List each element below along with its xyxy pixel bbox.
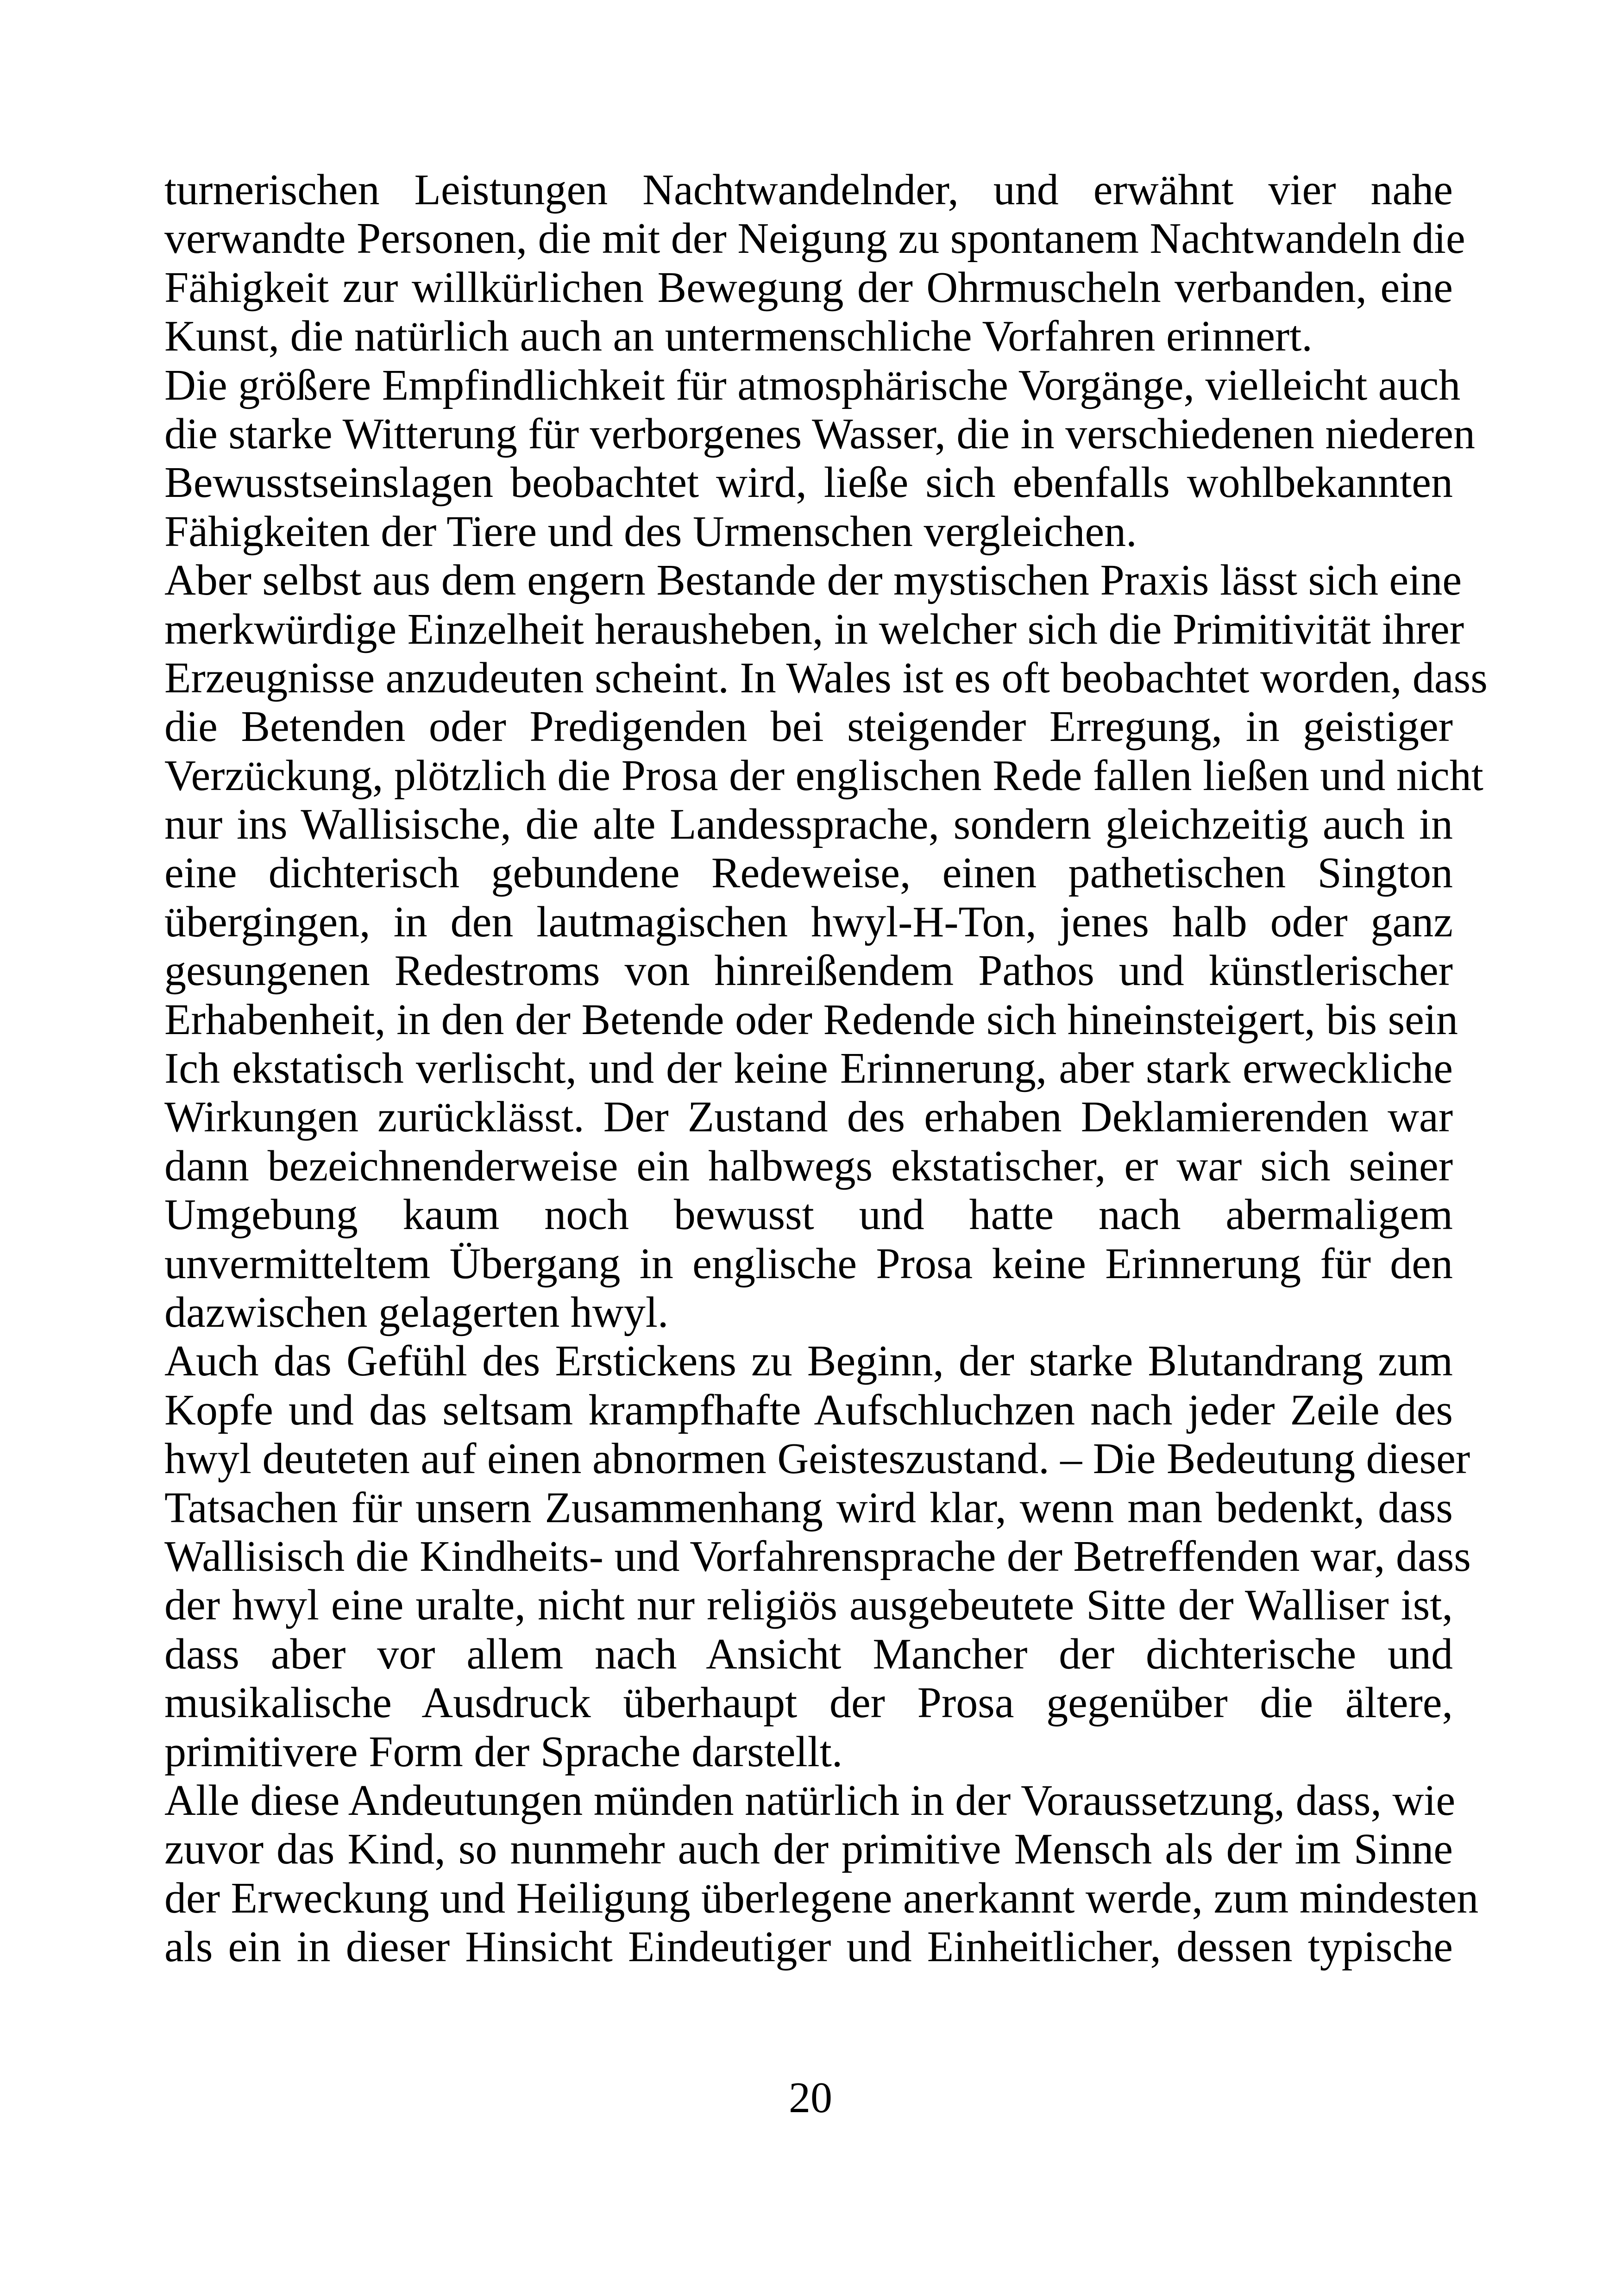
text-line: Alle diese Andeutungen münden natürlich in der Voraussetzung, dass, wie [164,1776,1456,1825]
text-line: Wirkungen zurücklässt. Der Zustand des erhaben Deklamierenden war [164,1093,1453,1142]
text-line: Aber selbst aus dem engern Bestande der mystischen Praxis lässt sich eine [164,556,1462,605]
text-line: verwandte Personen, die mit der Neigung zu spontanem Nachtwandeln die [164,214,1465,263]
text-line: Umgebung kaum noch bewusst und hatte nach abermaligem [164,1191,1453,1239]
page-number: 20 [789,2074,832,2122]
text-line: Kopfe und das seltsam krampfhafte Aufschluchzen nach jeder Zeile des [164,1386,1453,1434]
text-line: primitivere Form der Sprache darstellt. [164,1727,843,1776]
text-line: Fähigkeit zur willkürlichen Bewegung der Ohrmuscheln verbanden, eine [164,263,1453,312]
text-line: übergingen, in den lautmagischen hwyl-H-Ton, jenes halb oder ganz [164,897,1453,946]
text-line: Erzeugnisse anzudeuten scheint. In Wales ist es oft beobachtet worden, dass [164,653,1488,702]
paragraph [164,166,1465,361]
text-line: Erhabenheit, in den der Betende oder Redende sich hineinsteigert, bis sein [164,995,1458,1044]
text-line: Die größere Empfindlichkeit für atmosphärische Vorgänge, vielleicht auch [164,361,1461,409]
text-line: Ich ekstatisch verlischt, und der keine Erinnerung, aber stark erweckliche [164,1044,1453,1093]
text-line: der hwyl eine uralte, nicht nur religiös ausgebeutete Sitte der Walliser ist, [164,1581,1453,1630]
paragraph [164,556,1488,1337]
text-line: Bewusstseinslagen beobachtet wird, ließe sich ebenfalls wohlbekannten [164,458,1453,507]
text-line: als ein in dieser Hinsicht Eindeutiger und Einheitlicher, dessen typische [164,1923,1453,1971]
paragraph [164,1776,1479,1972]
text-line: zuvor das Kind, so nunmehr auch der primitive Mensch als der im Sinne [164,1825,1453,1874]
paragraph [164,1337,1471,1776]
text-line: Fähigkeiten der Tiere und des Urmenschen vergleichen. [164,507,1137,556]
text-line: eine dichterisch gebundene Redeweise, einen pathetischen Sington [164,849,1453,897]
text-line: turnerischen Leistungen Nachtwandelnder, und erwähnt vier nahe [164,166,1453,214]
text-line: dann bezeichnenderweise ein halbwegs ekstatischer, er war sich seiner [164,1142,1453,1190]
text-line: Kunst, die natürlich auch an untermenschliche Vorfahren erinnert. [164,312,1313,361]
text-line: die Betenden oder Predigenden bei steigender Erregung, in geistiger [164,703,1453,751]
paragraph [164,361,1475,557]
text-line: gesungenen Redestroms von hinreißendem Pathos und künstlerischer [164,947,1453,995]
text-line: Verzückung, plötzlich die Prosa der englischen Rede fallen ließen und nicht [164,751,1483,800]
text-line: merkwürdige Einzelheit herausheben, in welcher sich die Primitivität ihrer [164,605,1464,653]
body-text [164,166,1488,1971]
text-line: der Erweckung und Heiligung überlegene anerkannt werde, zum mindesten [164,1874,1479,1922]
text-line: unvermitteltem Übergang in englische Prosa keine Erinnerung für den [164,1239,1453,1288]
text-line: dass aber vor allem nach Ansicht Mancher der dichterische und [164,1630,1453,1678]
text-line: die starke Witterung für verborgenes Wasser, die in verschiedenen niederen [164,409,1475,458]
text-line: Auch das Gefühl des Erstickens zu Beginn, der starke Blutandrang zum [164,1337,1453,1386]
text-line: musikalische Ausdruck überhaupt der Prosa gegenüber die ältere, [164,1679,1453,1727]
text-line: nur ins Wallisische, die alte Landessprache, sondern gleichzeitig auch in [164,800,1453,849]
text-line: Tatsachen für unsern Zusammenhang wird klar, wenn man bedenkt, dass [164,1483,1453,1532]
text-line: dazwischen gelagerten hwyl. [164,1288,669,1336]
text-line: Wallisisch die Kindheits- und Vorfahrensprache der Betreffenden war, dass [164,1532,1471,1581]
text-line: hwyl deuteten auf einen abnormen Geisteszustand. – Die Bedeutung dieser [164,1435,1470,1483]
